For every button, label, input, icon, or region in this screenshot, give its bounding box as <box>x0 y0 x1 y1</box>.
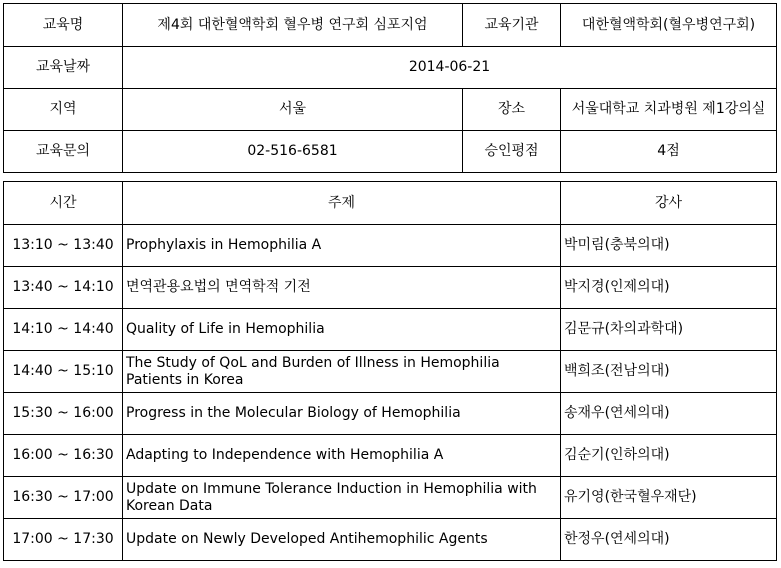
table-row <box>4 393 777 435</box>
session-speaker: 김순기(인하의대) <box>561 435 777 477</box>
date-label: 교육날짜 <box>4 47 123 89</box>
session-speaker: 김문규(차의과학대) <box>561 309 777 351</box>
session-topic: Update on Immune Tolerance Induction in Hemophilia with Korean Data <box>123 477 561 519</box>
session-topic: Update on Newly Developed Antihemophilic Agents <box>123 519 561 561</box>
contact-label: 교육문의 <box>4 131 123 173</box>
speaker-header: 강사 <box>561 182 777 225</box>
table-row <box>4 225 777 267</box>
info-row-contact <box>4 131 777 173</box>
session-topic: Quality of Life in Hemophilia <box>123 309 561 351</box>
region-label: 지역 <box>4 89 123 131</box>
title-label: 교육명 <box>4 4 123 47</box>
info-row-title <box>4 4 777 47</box>
session-time: 16:00 ~ 16:30 <box>4 435 123 477</box>
session-speaker: 한정우(연세의대) <box>561 519 777 561</box>
table-row <box>4 267 777 309</box>
place-label: 장소 <box>463 89 561 131</box>
schedule-table <box>3 181 777 561</box>
session-topic: 면역관용요법의 면역학적 기전 <box>123 267 561 309</box>
org-value: 대한혈액학회(혈우병연구회) <box>561 4 777 47</box>
table-row <box>4 477 777 519</box>
info-row-date <box>4 47 777 89</box>
session-time: 16:30 ~ 17:00 <box>4 477 123 519</box>
session-time: 13:40 ~ 14:10 <box>4 267 123 309</box>
session-topic: Adapting to Independence with Hemophilia A <box>123 435 561 477</box>
session-time: 15:30 ~ 16:00 <box>4 393 123 435</box>
info-row-location <box>4 89 777 131</box>
session-time: 13:10 ~ 13:40 <box>4 225 123 267</box>
title-value: 제4회 대한혈액학회 혈우병 연구회 심포지엄 <box>123 4 463 47</box>
region-value: 서울 <box>123 89 463 131</box>
credit-value: 4점 <box>561 131 777 173</box>
session-topic: The Study of QoL and Burden of Illness in Hemophilia Patients in Korea <box>123 351 561 393</box>
place-value: 서울대학교 치과병원 제1강의실 <box>561 89 777 131</box>
topic-header: 주제 <box>123 182 561 225</box>
credit-label: 승인평점 <box>463 131 561 173</box>
table-row <box>4 435 777 477</box>
session-time: 17:00 ~ 17:30 <box>4 519 123 561</box>
date-value: 2014-06-21 <box>123 47 777 89</box>
session-speaker: 백희조(전남의대) <box>561 351 777 393</box>
session-speaker: 송재우(연세의대) <box>561 393 777 435</box>
table-row <box>4 519 777 561</box>
education-info-table <box>3 3 777 173</box>
session-speaker: 박미림(충북의대) <box>561 225 777 267</box>
session-topic: Prophylaxis in Hemophilia A <box>123 225 561 267</box>
time-header: 시간 <box>4 182 123 225</box>
session-time: 14:40 ~ 15:10 <box>4 351 123 393</box>
schedule-header-row <box>4 182 777 225</box>
table-row <box>4 351 777 393</box>
org-label: 교육기관 <box>463 4 561 47</box>
session-topic: Progress in the Molecular Biology of Hemophilia <box>123 393 561 435</box>
session-time: 14:10 ~ 14:40 <box>4 309 123 351</box>
session-speaker: 유기영(한국혈우재단) <box>561 477 777 519</box>
session-speaker: 박지경(인제의대) <box>561 267 777 309</box>
table-row <box>4 309 777 351</box>
contact-value: 02-516-6581 <box>123 131 463 173</box>
